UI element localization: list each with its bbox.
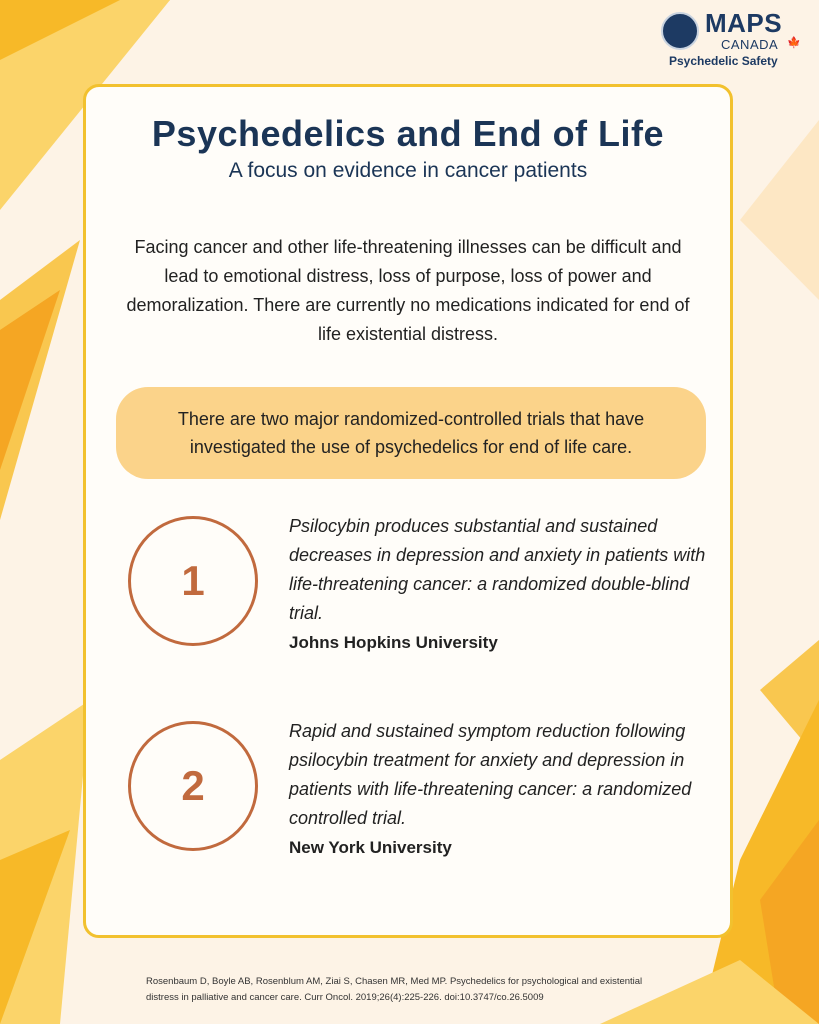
logo-maps-text: MAPS — [705, 8, 783, 38]
maps-seal-icon — [661, 12, 699, 50]
logo-tagline: Psychedelic Safety — [669, 54, 778, 68]
callout-box — [116, 387, 706, 479]
callout-text: There are two major randomized-controlled trials that have investigated the use of psychedelics for end of life care. — [177, 409, 645, 457]
trial-item — [126, 717, 706, 867]
maps-canada-logo — [657, 8, 807, 72]
logo-canada-text: CANADA — [721, 37, 779, 52]
trial-item — [126, 512, 706, 662]
page-title: Psychedelics and End of Life — [151, 113, 665, 154]
trial-text — [289, 717, 709, 861]
intro-paragraph: Facing cancer and other life-threatening illnesses can be difficult and lead to emotional distress, loss of purpose, loss of power and demoralization. There are currently no medications indicated for end of life existential distress. — [126, 237, 690, 344]
trial-institution: New York University — [289, 838, 452, 857]
trial-text — [289, 512, 709, 656]
trial-number-circle: 1 — [128, 516, 258, 646]
reference-citation: Rosenbaum D, Boyle AB, Rosenblum AM, Ziai S, Chasen MR, Med MP. Psychedelics for psychological and existential distress in palliative and cancer care. Curr Oncol. 2019;26(4):225-226. doi:10.3747/co.26.5009 — [146, 976, 643, 1003]
trial-institution: Johns Hopkins University — [289, 633, 498, 652]
page-subtitle: A focus on evidence in cancer patients — [228, 159, 588, 182]
trial-paper-title: Psilocybin produces substantial and sustained decreases in depression and anxiety in patients with life-threatening cancer: a randomized double-blind trial. — [289, 516, 706, 623]
content-card — [83, 84, 733, 938]
trial-paper-title: Rapid and sustained symptom reduction following psilocybin treatment for anxiety and depression in patients with life-threatening cancer: a randomized controlled trial. — [289, 721, 692, 828]
trial-number-circle: 2 — [128, 721, 258, 851]
maple-leaf-icon: 🍁 — [787, 37, 801, 49]
